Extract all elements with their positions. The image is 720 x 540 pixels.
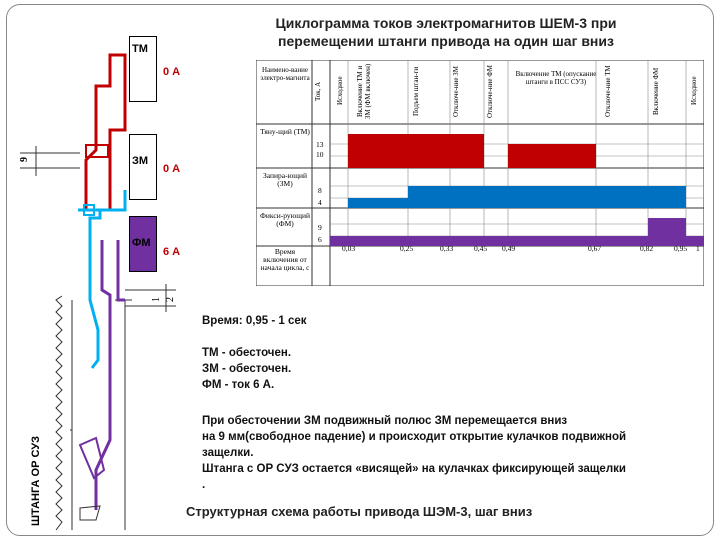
tm-10b-bar bbox=[508, 144, 596, 168]
coil-tm: ТМ bbox=[129, 36, 157, 102]
header-tm-off: Отключе-ние ТМ bbox=[604, 65, 612, 117]
header-current: Ток, А bbox=[314, 81, 322, 101]
fm-9-bar bbox=[648, 218, 686, 236]
coil-tm-current: 0 А bbox=[163, 66, 181, 78]
fm-current-6: 6 bbox=[318, 235, 322, 244]
housing-left-wall bbox=[56, 296, 62, 530]
title-line-2: перемещении штанги привода на один шаг вниз bbox=[278, 33, 614, 49]
title-line-1: Циклограмма токов электромагнитов ШЕМ-3 при bbox=[275, 15, 617, 31]
fm-current-9: 9 bbox=[318, 223, 322, 232]
time-025: 0,25 bbox=[400, 244, 414, 253]
fm-linkage bbox=[96, 240, 125, 510]
row-label-fm: Фикси-рующий (ФМ) bbox=[259, 211, 311, 228]
tm-linkage bbox=[86, 55, 125, 210]
diagram-caption: Структурная схема работы привода ШЭМ-3, шаг вниз bbox=[186, 504, 533, 519]
tm-current-13: 13 bbox=[316, 140, 324, 149]
row-label-tm: Тяну-щий (ТМ) bbox=[260, 127, 310, 136]
zm-current-4: 4 bbox=[318, 198, 322, 207]
header-final: Исходное bbox=[690, 76, 698, 106]
time-033: 0,33 bbox=[440, 244, 454, 253]
rod-vertical-label: ШТАНГА ОР СУЗ bbox=[30, 436, 42, 526]
dimension-2: 2 bbox=[165, 297, 176, 302]
zm-8-bar bbox=[408, 186, 686, 198]
header-zm-off: Отключе-ние ЗМ bbox=[452, 65, 460, 117]
header-lift: Подъем штан-ги bbox=[412, 66, 420, 116]
page-title bbox=[236, 14, 656, 50]
header-tm-zm-on: Включение ТМ и ЗМ (ФМ включен) bbox=[356, 63, 372, 119]
tm-10-bar bbox=[348, 144, 484, 168]
time-067: 0,67 bbox=[588, 244, 602, 253]
dimension-1: 1 bbox=[151, 297, 162, 302]
time-1: 1 bbox=[696, 244, 700, 253]
tm-13a-bar bbox=[348, 134, 484, 144]
time-045: 0,45 bbox=[474, 244, 488, 253]
time-082: 0,82 bbox=[640, 244, 654, 253]
info-paragraph-4: Штанга с ОР СУЗ остается «висящей» на кулачках фиксирующей защелки bbox=[202, 463, 626, 475]
time-095: 0,95 bbox=[674, 244, 688, 253]
zm-4-bar bbox=[348, 198, 686, 208]
coil-zm-current: 0 А bbox=[163, 163, 181, 175]
time-049: 0,49 bbox=[502, 244, 516, 253]
info-tm-state: ТМ - обесточен. bbox=[202, 347, 292, 359]
coil-fm: ФМ bbox=[129, 216, 157, 272]
dimension-9: 9 bbox=[19, 157, 30, 162]
info-zm-state: ЗМ - обесточен. bbox=[202, 363, 292, 375]
time-003: 0,03 bbox=[342, 244, 356, 253]
header-tm-on-lower: Включение ТМ (опускание штанги в ПСС СУЗ) bbox=[515, 70, 597, 86]
info-paragraph-3: защелки. bbox=[202, 447, 254, 459]
zm-current-8: 8 bbox=[318, 186, 322, 195]
coil-fm-current: 6 А bbox=[163, 246, 181, 258]
tm-current-10: 10 bbox=[316, 150, 324, 159]
info-paragraph-2: на 9 мм(свободное падение) и происходит открытие кулачков подвижной bbox=[202, 431, 627, 443]
header-initial: Исходное bbox=[336, 76, 344, 106]
row-label-zm: Запира-ющий (ЗМ) bbox=[263, 171, 307, 188]
info-fm-state: ФМ - ток 6 А. bbox=[202, 379, 275, 391]
row-label-time: Время включения от начала цикла, с bbox=[260, 247, 310, 272]
header-fm-off: Отключе-ние ФМ bbox=[486, 64, 494, 118]
coil-zm: ЗМ bbox=[129, 134, 157, 200]
header-fm-on: Включение ФМ bbox=[652, 67, 660, 115]
header-name: Наимено-вание электро-магнита bbox=[260, 66, 310, 82]
info-paragraph-1: При обесточении ЗМ подвижный полюс ЗМ перемещается вниз bbox=[202, 415, 568, 427]
info-time: Время: 0,95 - 1 сек bbox=[202, 315, 307, 327]
info-paragraph-5: . bbox=[202, 479, 206, 491]
